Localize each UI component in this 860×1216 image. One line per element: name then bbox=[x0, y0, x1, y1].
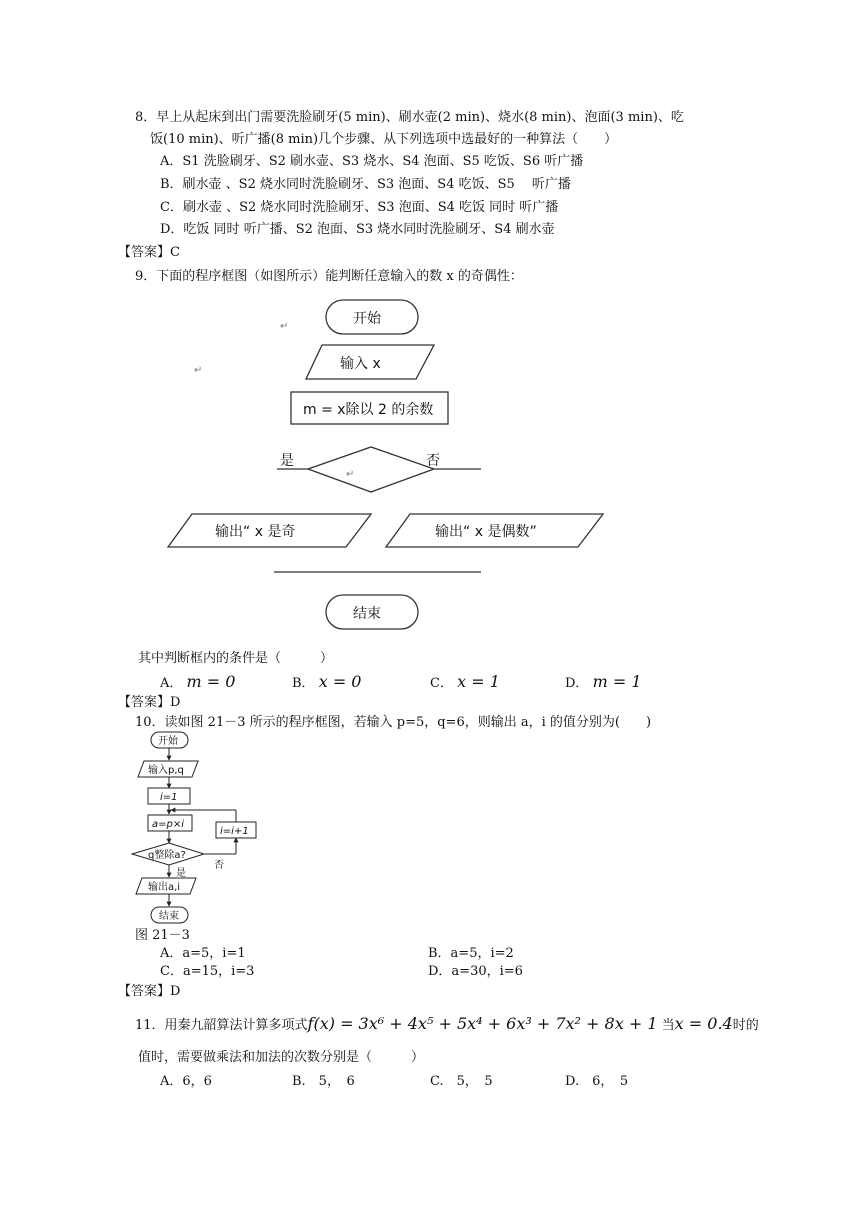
q9-option-c: C． x = 1 bbox=[430, 672, 500, 691]
q10-option-a: A．a=5，i=1 bbox=[160, 946, 246, 961]
q9-option-c-expr: x = 1 bbox=[457, 672, 500, 691]
q8-option-d: D．吃饭 同时 听广播、S2 泡面、S3 烧水同时洗脸刷牙、S4 刷水壶 bbox=[160, 222, 555, 237]
q10-incr-label: i=i+1 bbox=[220, 826, 249, 837]
q9-assign-label: m = x除以 2 的余数 bbox=[303, 402, 434, 418]
q9-mark-3: ↵ bbox=[346, 469, 355, 480]
q11-stem-post: 时的 bbox=[732, 1018, 759, 1033]
q11-option-d: D. 6， 5 bbox=[565, 1074, 629, 1089]
q10-yes-label: 是 bbox=[176, 868, 186, 879]
q10-start-label: 开始 bbox=[158, 736, 178, 747]
q10-option-d: D．a=30，i=6 bbox=[428, 964, 523, 979]
q9-end-label: 结束 bbox=[353, 606, 381, 622]
q9-output-left-label: 输出“ x 是奇 bbox=[215, 524, 296, 540]
q9-question: 其中判断框内的条件是（ ） bbox=[138, 651, 334, 666]
q8-stem-line1: 8．早上从起床到出门需要洗脸刷牙(5 min)、刷水壶(2 min)、烧水(8 min)、泡面(3 min)、吃 bbox=[135, 110, 684, 125]
q9-mark-2: ↵ bbox=[194, 365, 203, 376]
q9-option-a-expr: m = 0 bbox=[186, 672, 236, 691]
q9-option-b-expr: x = 0 bbox=[318, 672, 362, 691]
q8-stem-line2: 饭(10 min)、听广播(8 min)几个步骤、从下列选项中选最好的一种算法（ ） bbox=[150, 132, 618, 147]
q11-stem-line2: 值时，需要做乘法和加法的次数分别是（ ） bbox=[138, 1050, 425, 1065]
q10-option-c: C．a=15，i=3 bbox=[160, 964, 255, 979]
q9-option-b: B． x = 0 bbox=[292, 672, 362, 691]
q9-flowchart bbox=[160, 295, 620, 635]
q9-output-right-label: 输出“ x 是偶数” bbox=[435, 524, 537, 540]
q9-option-d-expr: m = 1 bbox=[592, 672, 642, 691]
q11-stem-pre: 11．用秦九韶算法计算多项式 bbox=[135, 1018, 308, 1033]
q8-option-c: C．刷水壶 、S2 烧水同时洗脸刷牙、S3 泡面、S4 吃饭 同时 听广播 bbox=[160, 200, 559, 215]
q9-decision-shape bbox=[308, 447, 434, 492]
q9-input-label: 输入 x bbox=[340, 356, 381, 372]
q10-answer: 【答案】D bbox=[118, 984, 181, 999]
q9-mark-1: ↵ bbox=[280, 321, 289, 332]
q8-option-b: B．刷水壶 、S2 烧水同时洗脸刷牙、S3 泡面、S4 吃饭、S5 听广播 bbox=[160, 177, 571, 192]
q10-assign-label: a=p×i bbox=[152, 819, 185, 830]
q11-option-a: A．6，6 bbox=[160, 1074, 212, 1089]
q11-x-value: x = 0.4 bbox=[674, 1014, 733, 1033]
q8-option-a: A．S1 洗脸刷牙、S2 刷水壶、S3 烧水、S4 泡面、S5 吃饭、S6 听广播 bbox=[160, 154, 584, 169]
q10-no-label: 否 bbox=[214, 860, 224, 871]
q10-init-label: i=1 bbox=[160, 792, 178, 803]
q9-yes-label: 是 bbox=[280, 453, 294, 469]
q10-cond-label: q整除a? bbox=[148, 850, 186, 861]
q9-option-a: A． m = 0 bbox=[160, 672, 236, 691]
q10-stem: 10．读如图 21－3 所示的程序框图，若输入 p=5，q=6，则输出 a，i 的值分别为( ) bbox=[135, 715, 652, 730]
q11-polynomial: f(x) = 3x⁶ + 4x⁵ + 5x⁴ + 6x³ + 7x² + 8x + 1 bbox=[307, 1014, 658, 1033]
q10-option-b: B．a=5，i=2 bbox=[428, 946, 514, 961]
q11-option-c: C. 5， 5 bbox=[430, 1074, 493, 1089]
q10-input-label: 输入p,q bbox=[148, 765, 184, 776]
q9-no-label: 否 bbox=[426, 453, 440, 469]
q9-answer: 【答案】D bbox=[118, 695, 181, 710]
q11-stem-line1 bbox=[135, 1013, 759, 1037]
q11-option-b: B. 5， 6 bbox=[292, 1074, 355, 1089]
q10-caption: 图 21－3 bbox=[135, 928, 190, 943]
q10-end-label: 结束 bbox=[159, 911, 179, 922]
q11-stem-mid: 当 bbox=[661, 1018, 675, 1033]
q8-answer: 【答案】C bbox=[118, 245, 180, 260]
q10-output-label: 输出a,i bbox=[148, 882, 181, 893]
q9-option-d: D． m = 1 bbox=[565, 672, 642, 691]
q9-start-label: 开始 bbox=[353, 311, 381, 327]
q9-stem: 9．下面的程序框图（如图所示）能判断任意输入的数 x 的奇偶性： bbox=[135, 269, 523, 284]
q10-flowchart bbox=[128, 730, 268, 930]
